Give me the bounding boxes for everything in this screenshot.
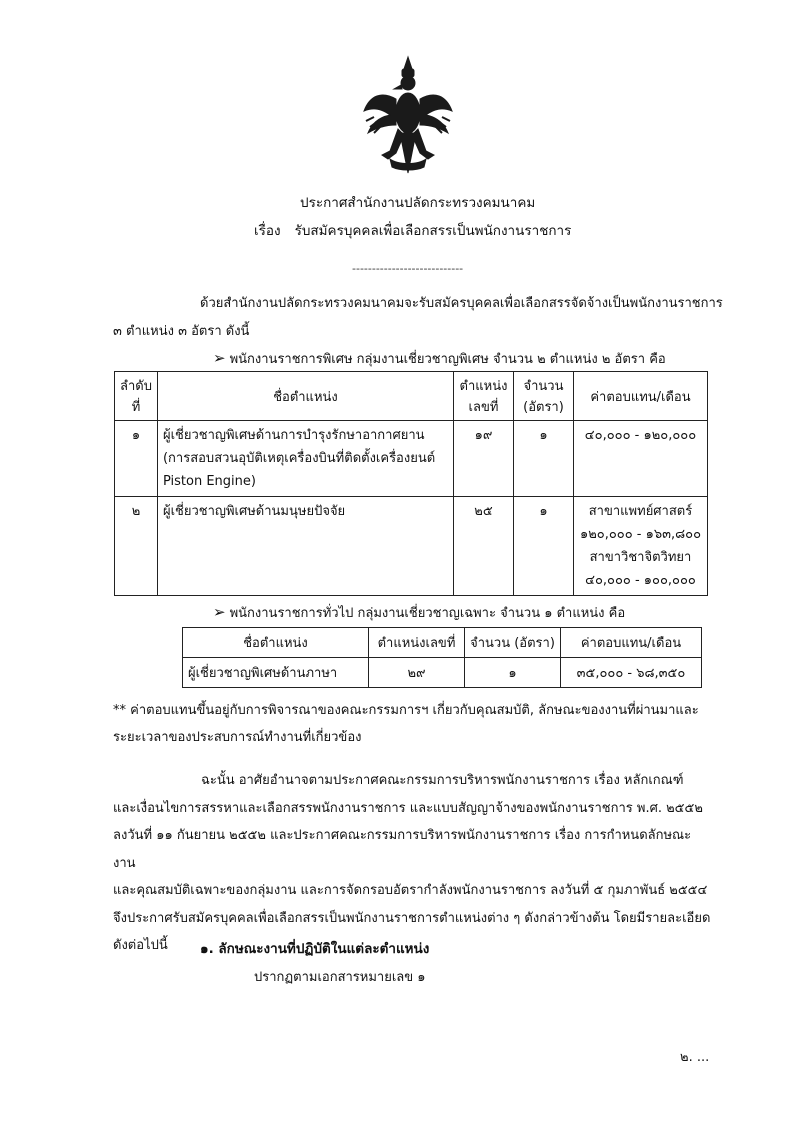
pay-branch-psychology: สาขาวิชาจิตวิทยา (589, 550, 692, 565)
col-header-no: ลำดับ ที่ (115, 372, 158, 421)
col-header-name: ชื่อตำแหน่ง (157, 372, 453, 421)
subject-text: รับสมัครบุคคลเพื่อเลือกสรรเป็นพนักงานราชการ (294, 223, 572, 239)
col-header-pay: ค่าตอบแทน/เดือน (561, 628, 702, 658)
col-header-position-no: ตำแหน่งเลขที่ (369, 628, 465, 658)
announcement-subject (254, 219, 571, 241)
pay-branch-medicine: สาขาแพทย์ศาสตร์ (588, 504, 693, 519)
row-position-name: ผู้เชี่ยวชาญพิเศษด้านภาษา (183, 658, 369, 688)
arrow-bullet-icon: ➢ (213, 603, 226, 621)
row-pay: ๓๕,๐๐๐ - ๖๘,๓๕๐ (561, 658, 702, 688)
row-count: ๑ (465, 658, 561, 688)
paragraph-line: ฉะนั้น อาศัยอำนาจตามประกาศคณะกรรมการบริหารพนักงานราชการ เรื่อง หลักเกณฑ์ (201, 773, 684, 788)
row-no: ๒ (115, 497, 158, 596)
row-position-number: ๒๕ (453, 497, 513, 596)
item1-text: ปรากฏตามเอกสารหมายเลข ๑ (254, 970, 426, 985)
row-position-number: ๑๙ (453, 421, 513, 497)
row-position-number: ๒๙ (369, 658, 465, 688)
item1-heading: ๑. ลักษณะงานที่ปฏิบัติในแต่ละตำแหน่ง (200, 941, 430, 957)
row-pay (573, 497, 707, 596)
arrow-bullet-icon: ➢ (213, 349, 226, 367)
col-header-count: จำนวน (อัตรา) (465, 628, 561, 658)
remuneration-note-line-2: ระยะเวลาของประสบการณ์ทำงานที่เกี่ยวข้อง (113, 730, 362, 745)
row-count: ๑ (513, 497, 573, 596)
paragraph-line: ดังต่อไปนี้ (113, 938, 168, 953)
paragraph-line: และคุณสมบัติเฉพาะของกลุ่มงาน และการจัดกรอบอัตรากำลังพนักงานราชการ ลงวันที่ ๕ กุมภาพันธ์ ๒๕๕๔ (113, 883, 708, 898)
special-positions-table (114, 371, 708, 596)
table-row (183, 658, 702, 688)
row-no: ๑ (115, 421, 158, 497)
pay-range-psychology: ๔๐,๐๐๐ - ๑๐๐,๐๐๐ (585, 573, 696, 588)
separator-line: ---------------------------- (352, 262, 464, 275)
row-pay: ๔๐,๐๐๐ - ๑๒๐,๐๐๐ (573, 421, 707, 497)
subject-label: เรื่อง (254, 223, 281, 239)
intro-line-2: ๓ ตำแหน่ง ๓ อัตรา ดังนี้ (113, 324, 250, 339)
pay-range-medicine: ๑๒๐,๐๐๐ - ๑๖๓,๘๐๐ (579, 527, 702, 542)
paragraph-line: และเงื่อนไขการสรรหาและเลือกสรรพนักงานราชการ และแบบสัญญาจ้างของพนักงานราชการ พ.ศ. ๒๕๕๒ (113, 800, 703, 816)
col-header-name: ชื่อตำแหน่ง (183, 628, 369, 658)
col-header-count: จำนวน (อัตรา) (513, 372, 573, 421)
col-header-position-no: ตำแหน่ง เลขที่ (453, 372, 513, 421)
table-row (115, 421, 708, 497)
col-header-pay: ค่าตอบแทน/เดือน (573, 372, 707, 421)
row-position-name: ผู้เชี่ยวชาญพิเศษด้านมนุษยปัจจัย (157, 497, 453, 596)
authority-paragraph (113, 767, 713, 960)
next-page-marker: ๒. ... (680, 1050, 710, 1065)
remuneration-note-line-1: ** ค่าตอบแทนขึ้นอยู่กับการพิจารณาของคณะกรรมการฯ เกี่ยวกับคุณสมบัติ, ลักษณะของงานที่ผ่านมาและ (113, 703, 699, 718)
section2-heading (213, 602, 625, 623)
announcement-title: ประกาศสำนักงานปลัดกระทรวงคมนาคม (300, 195, 536, 211)
table-header-row (183, 628, 702, 658)
table-row (115, 497, 708, 596)
intro-line-1: ด้วยสำนักงานปลัดกระทรวงคมนาคมจะรับสมัครบุคคลเพื่อเลือกสรรจัดจ้างเป็นพนักงานราชการ (200, 296, 723, 311)
table-header-row (115, 372, 708, 421)
row-position-name: ผู้เชี่ยวชาญพิเศษด้านการบำรุงรักษาอากาศยาน (การสอบสวนอุบัติเหตุเครื่องบินที่ติดตั้งเครื่องยนต์ Piston Engine) (157, 421, 453, 497)
row-count: ๑ (513, 421, 573, 497)
garuda-emblem (360, 55, 456, 175)
general-positions-table (182, 627, 702, 688)
paragraph-line: ลงวันที่ ๑๑ กันยายน ๒๕๕๒ และประกาศคณะกรรมการบริหารพนักงานราชการ เรื่อง การกำหนดลักษณะงาน (113, 828, 692, 871)
section1-heading-text: พนักงานราชการพิเศษ กลุ่มงานเชี่ยวชาญพิเศษ จำนวน ๒ ตำแหน่ง ๒ อัตรา คือ (229, 352, 666, 367)
paragraph-line: จึงประกาศรับสมัครบุคคลเพื่อเลือกสรรเป็นพนักงานราชการตำแหน่งต่าง ๆ ดังกล่าวข้างต้น โดยมีรายละเอียด (113, 910, 711, 926)
section1-heading (213, 348, 666, 369)
section2-heading-text: พนักงานราชการทั่วไป กลุ่มงานเชี่ยวชาญเฉพาะ จำนวน ๑ ตำแหน่ง คือ (229, 606, 626, 621)
